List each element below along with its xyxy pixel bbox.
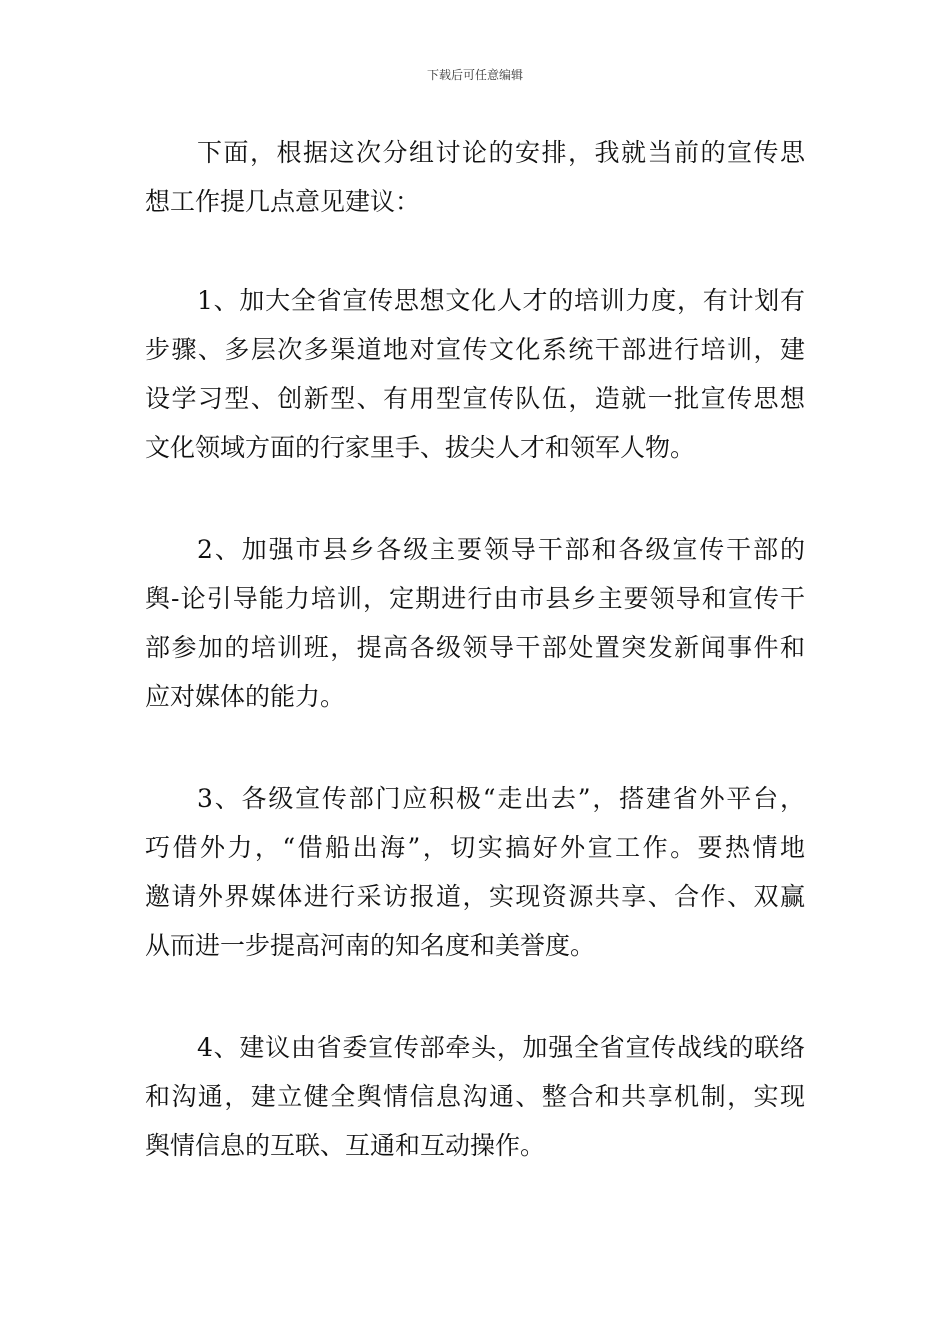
paragraph-intro (145, 128, 805, 226)
paragraph-line: 邀请外界媒体进行采访报道，实现资源共享、合作、双赢 (145, 882, 805, 911)
paragraph-item-3 (145, 774, 805, 970)
paragraph-line: 和沟通，建立健全舆情信息沟通、整合和共享机制，实现 (145, 1082, 805, 1111)
paragraph-line: 3、各级宣传部门应积极“走出去”，搭建省外平台， (197, 784, 805, 813)
paragraph-line: 想工作提几点意见建议： (145, 187, 421, 216)
paragraph-item-1 (145, 276, 805, 472)
paragraph-line: 下面，根据这次分组讨论的安排，我就当前的宣传思 (197, 138, 805, 167)
paragraph-line: 设学习型、创新型、有用型宣传队伍，造就一批宣传思想 (145, 384, 805, 413)
paragraph-line: 巧借外力，“借船出海”，切实搞好外宣工作。要热情地 (145, 833, 805, 862)
paragraph-line: 1、加大全省宣传思想文化人才的培训力度，有计划有 (197, 286, 805, 315)
paragraph-line: 步骤、多层次多渠道地对宣传文化系统干部进行培训，建 (145, 335, 805, 364)
page-header-note: 下载后可任意编辑 (426, 68, 523, 82)
paragraph-line: 应对媒体的能力。 (145, 682, 346, 711)
paragraph-line: 舆-论引导能力培训，定期进行由市县乡主要领导和宣传干 (145, 584, 805, 613)
paragraph-line: 4、建议由省委宣传部牵头，加强全省宣传战线的联络 (197, 1033, 805, 1062)
paragraph-line: 文化领域方面的行家里手、拔尖人才和领军人物。 (145, 433, 696, 462)
paragraph-line: 从而进一步提高河南的知名度和美誉度。 (145, 931, 596, 960)
paragraph-line: 部参加的培训班，提高各级领导干部处置突发新闻事件和 (145, 633, 805, 662)
paragraph-item-2 (145, 525, 805, 721)
paragraph-line: 舆情信息的互联、互通和互动操作。 (145, 1131, 546, 1160)
paragraph-item-4 (145, 1023, 805, 1170)
paragraph-line: 2、加强市县乡各级主要领导干部和各级宣传干部的 (197, 535, 805, 564)
